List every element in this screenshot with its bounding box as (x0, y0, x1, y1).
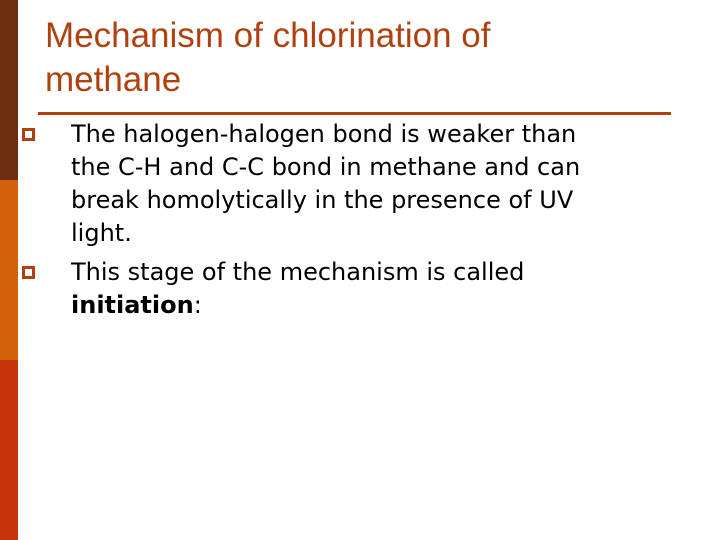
bullet-text-line: The halogen-halogen bond is weaker than (71, 120, 577, 148)
key-term-suffix: : (193, 291, 202, 319)
bullet-item (22, 118, 702, 250)
side-bar-bottom-segment (0, 360, 18, 540)
square-bullet-icon (22, 128, 35, 141)
bullet-text-line: This stage of the mechanism is called (71, 258, 525, 286)
bullet-item (22, 256, 702, 322)
side-color-bar (0, 0, 18, 540)
key-term: initiation (71, 291, 194, 319)
side-bar-middle-segment (0, 180, 18, 360)
slide-title-line-2: methane (45, 60, 182, 99)
side-bar-top-segment (0, 0, 18, 180)
slide-title (45, 14, 685, 102)
bullet-text-line: light. (71, 219, 132, 247)
slide-title-line-1: Mechanism of chlorination of (45, 16, 491, 55)
bullet-list (22, 118, 702, 328)
bullet-text-line: the C-H and C-C bond in methane and can (71, 153, 581, 181)
bullet-text-line: break homolytically in the presence of UV (71, 186, 574, 214)
square-bullet-icon (22, 266, 35, 279)
title-underline (38, 112, 671, 115)
